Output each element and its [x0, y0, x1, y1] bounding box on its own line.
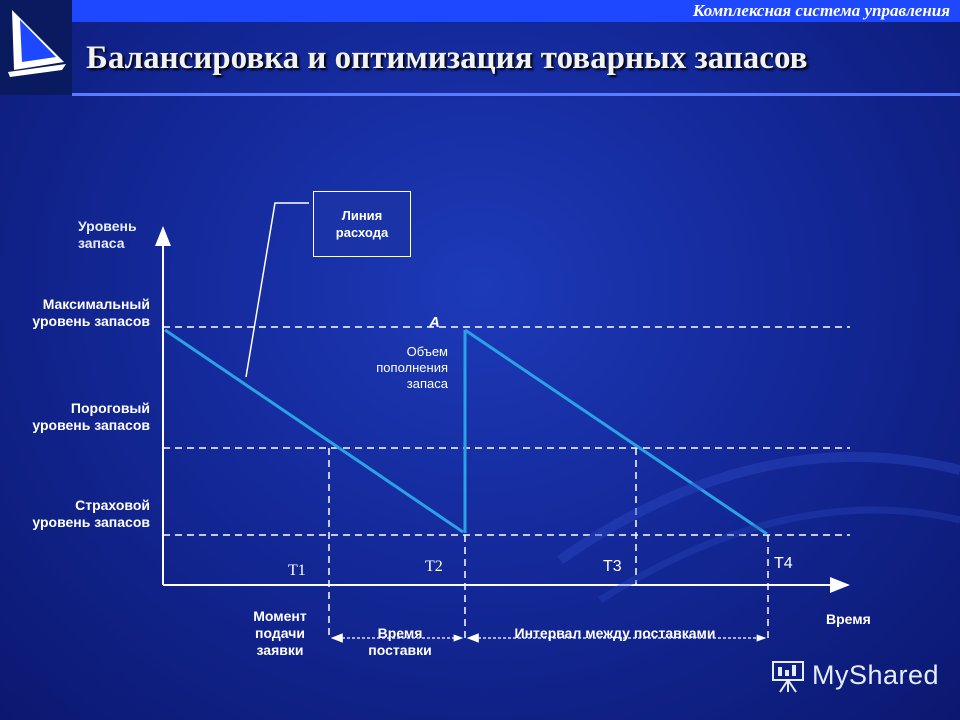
t3-label: Т3	[603, 558, 622, 575]
x-axis-label: Время	[826, 611, 871, 627]
t2-label: Т2	[425, 558, 443, 575]
order-moment-label: Момент подачи заявки	[253, 608, 307, 658]
legend-box-text: Линия расхода	[335, 208, 389, 240]
threshold-level-label: Пороговый уровень запасов	[32, 400, 150, 433]
y-axis-label: Уровень запаса	[78, 218, 137, 251]
page-title: Балансировка и оптимизация товарных запасов	[86, 40, 808, 76]
t4-label: Т4	[774, 555, 793, 572]
interval-label: Интервал между поставками	[514, 625, 716, 641]
t1-label: Т1	[288, 562, 306, 579]
consumption-line-2	[465, 330, 767, 534]
point-a-label: А	[429, 314, 440, 331]
replenishment-label: Объем пополнения запаса	[376, 344, 448, 391]
legend-box-consumption	[313, 191, 411, 257]
watermark-text: MyShared	[812, 660, 940, 690]
safety-level-label: Страховой уровень запасов	[32, 497, 150, 530]
legend-pointer	[246, 203, 309, 377]
delivery-time-label: Время поставки	[368, 625, 432, 658]
presentation-board-icon	[770, 658, 806, 694]
header-subtitle: Комплексная система управления	[692, 1, 950, 20]
max-level-label: Максимальный уровень запасов	[32, 296, 150, 329]
